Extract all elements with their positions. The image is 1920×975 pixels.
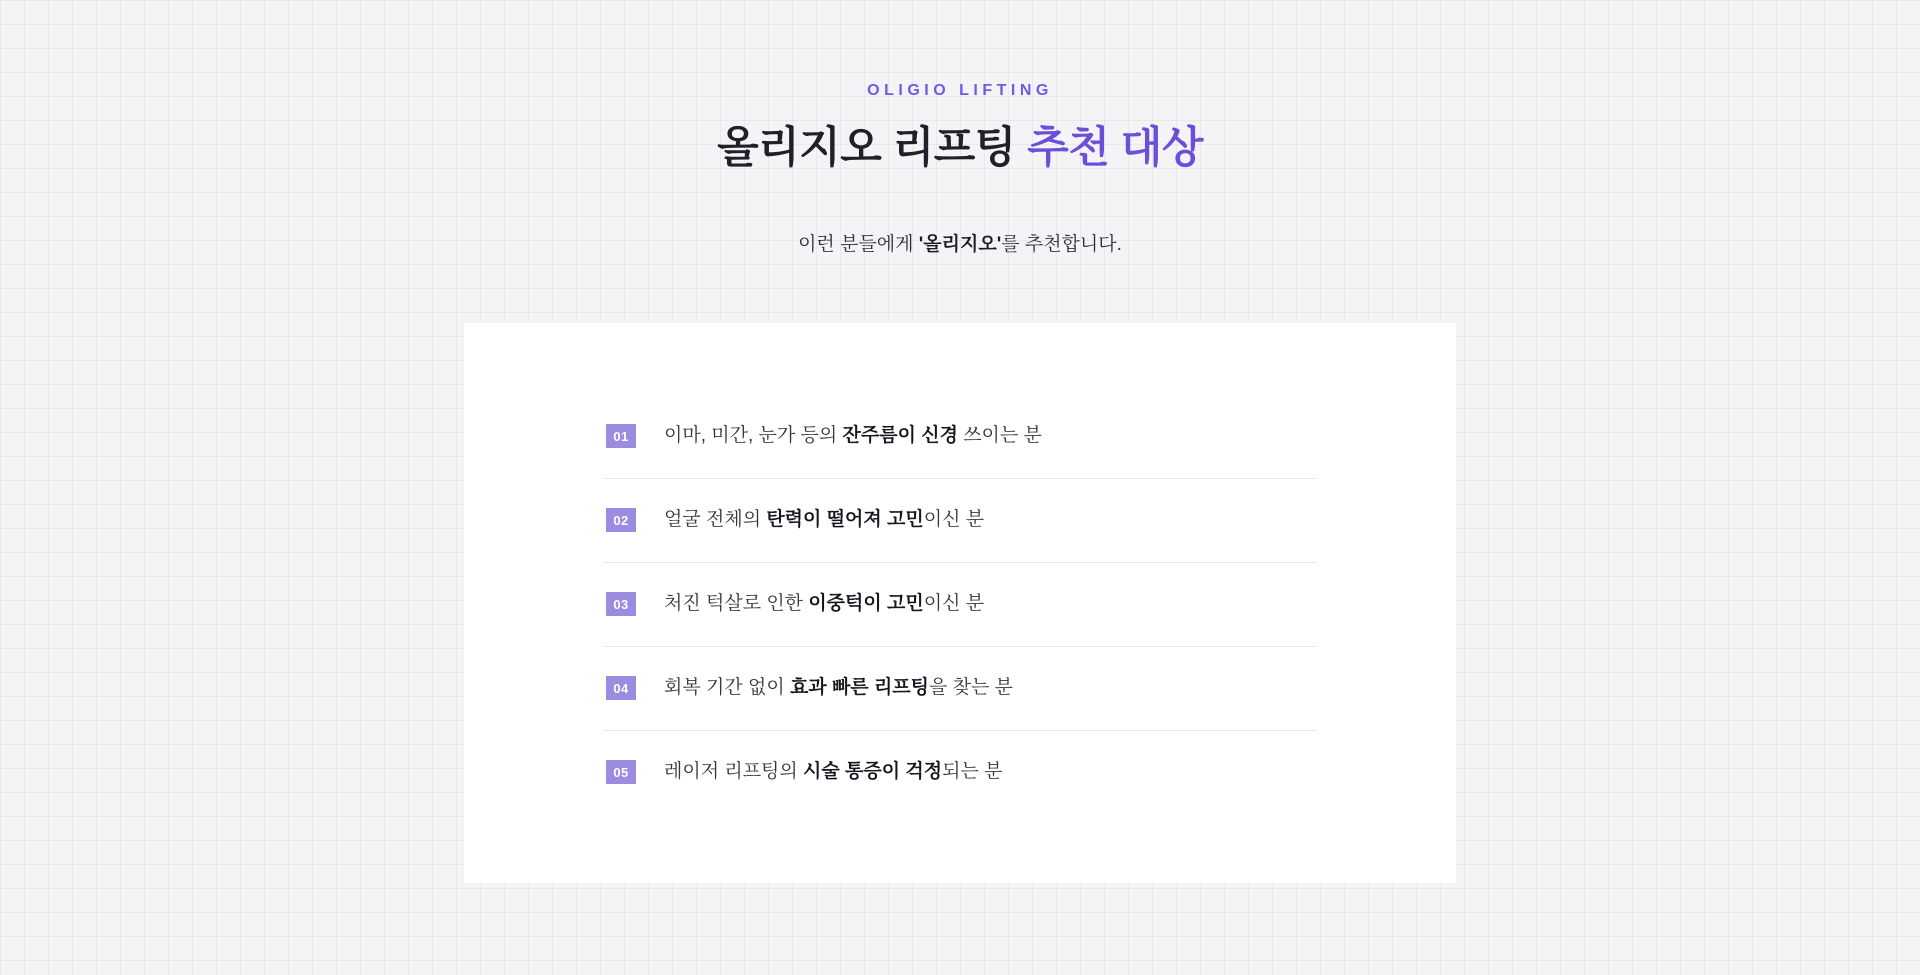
list-item-text-post: 을 찾는 분 bbox=[929, 676, 1013, 698]
list-item-text-post: 이신 분 bbox=[923, 592, 985, 614]
list-item-number: 02 bbox=[606, 508, 636, 532]
list-item-text bbox=[664, 759, 1002, 786]
list-item-text-bold: 이중턱이 고민 bbox=[808, 592, 924, 614]
list-item bbox=[604, 731, 1316, 814]
list-item-text-pre: 레이저 리프팅의 bbox=[664, 760, 804, 782]
list-item bbox=[604, 647, 1316, 731]
list-item-number: 01 bbox=[606, 424, 636, 448]
list-item-text-post: 되는 분 bbox=[942, 760, 1003, 782]
page-title-plain: 올리지오 리프팅 bbox=[717, 124, 1028, 172]
list-item-text bbox=[664, 675, 1013, 702]
list-item-text-pre: 얼굴 전체의 bbox=[664, 508, 767, 530]
list-item-text bbox=[664, 591, 984, 618]
list-item-number: 05 bbox=[606, 760, 636, 784]
page-subtitle-pre: 이런 분들에게 bbox=[798, 233, 919, 255]
section-eyebrow: OLIGIO LIFTING bbox=[867, 82, 1053, 99]
list-item-text-bold: 탄력이 떨어져 고민 bbox=[766, 508, 924, 530]
list-item-text-post: 쓰이는 분 bbox=[957, 424, 1042, 446]
list-item-text-bold: 시술 통증이 걱정 bbox=[803, 760, 943, 782]
list-item-text-bold: 효과 빠른 리프팅 bbox=[789, 676, 930, 698]
list-item bbox=[604, 563, 1316, 647]
page-subtitle-post: 를 추천합니다. bbox=[1001, 233, 1122, 255]
list-item-text-pre: 처진 턱살로 인한 bbox=[664, 592, 809, 614]
recommendation-list bbox=[604, 395, 1316, 814]
page-title bbox=[717, 122, 1203, 176]
list-item-text-pre: 회복 기간 없이 bbox=[664, 676, 790, 698]
page-title-accent: 추천 대상 bbox=[1027, 124, 1203, 172]
page-subtitle-brand: '올리지오' bbox=[918, 233, 1002, 255]
list-item-text-pre: 이마, 미간, 눈가 등의 bbox=[664, 424, 843, 446]
list-item bbox=[604, 395, 1316, 479]
list-item-text-post: 이신 분 bbox=[923, 508, 985, 530]
list-item-number: 04 bbox=[606, 676, 636, 700]
list-item bbox=[604, 479, 1316, 563]
list-item-text bbox=[664, 423, 1042, 450]
list-item-number: 03 bbox=[606, 592, 636, 616]
recommendation-card bbox=[464, 323, 1456, 883]
list-item-text-bold: 잔주름이 신경 bbox=[842, 424, 958, 446]
page-subtitle bbox=[798, 229, 1122, 256]
list-item-text bbox=[664, 507, 984, 534]
